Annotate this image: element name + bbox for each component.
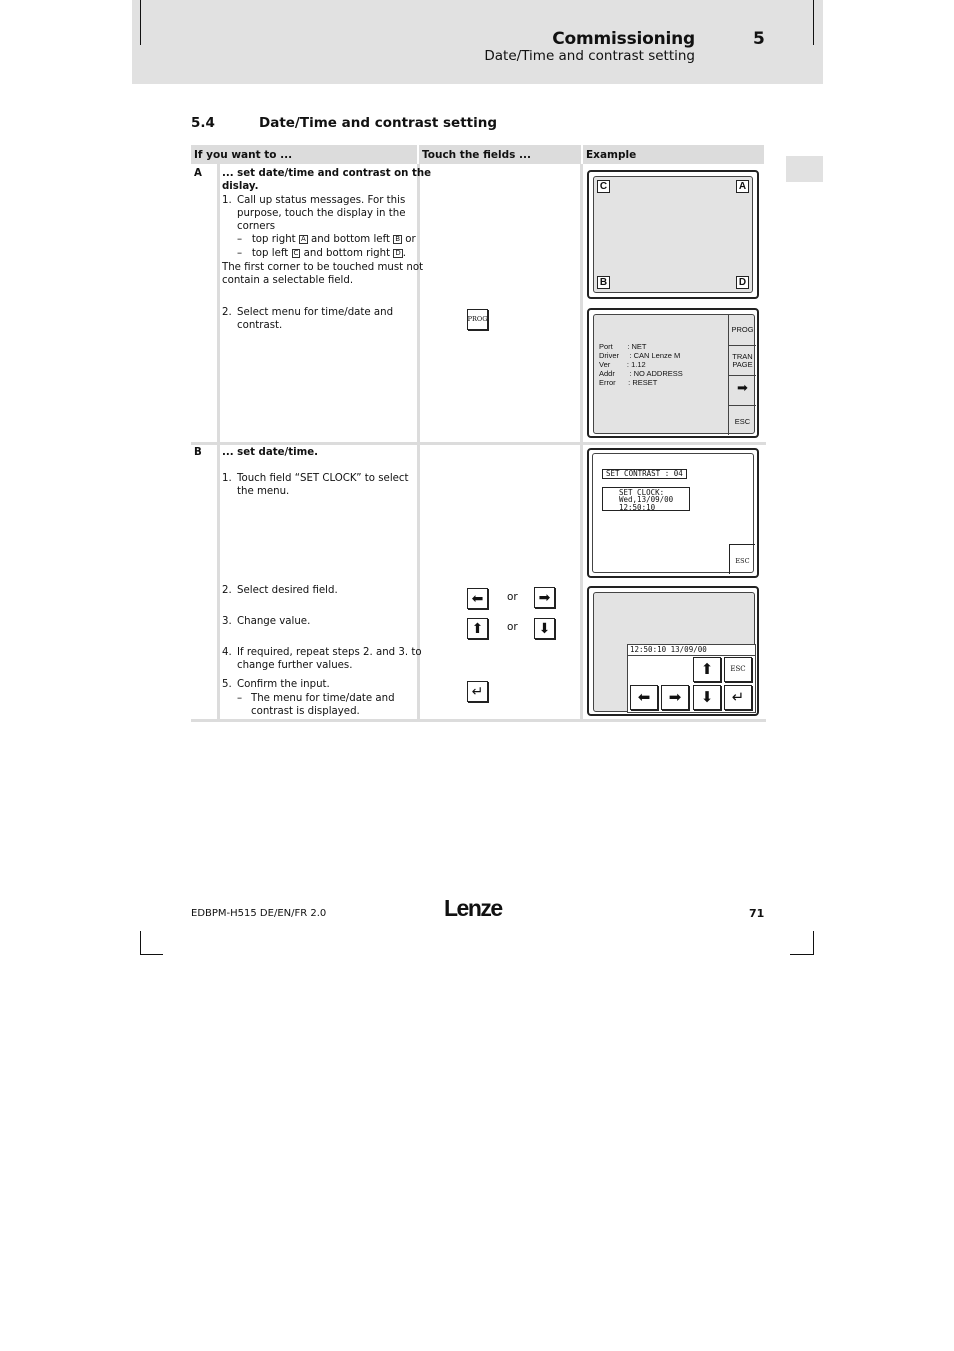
header-band xyxy=(132,0,823,84)
dash-text: or xyxy=(405,234,416,245)
step-number: 1. xyxy=(222,195,232,206)
set-contrast-field[interactable]: SET CONTRAST : 04 xyxy=(602,469,687,479)
step-text: Touch field “SET CLOCK” to select xyxy=(237,473,409,484)
step-text: corners xyxy=(237,221,276,232)
crop-mark xyxy=(813,0,814,45)
crop-mark xyxy=(790,954,814,955)
dash-text: top left xyxy=(251,248,289,259)
enter-icon[interactable]: ↵ xyxy=(724,685,752,710)
row-a-heading: ... set date/time and contrast on the xyxy=(222,168,431,179)
tran-page-button[interactable] xyxy=(729,345,756,375)
arrow-down-icon[interactable]: ⬇ xyxy=(693,685,721,710)
document-id: EDBPM-H515 DE/EN/FR 2.0 xyxy=(191,908,327,919)
dash: – xyxy=(237,234,243,245)
crop-mark xyxy=(813,931,814,955)
dash: – xyxy=(237,693,243,704)
dash-text: top right xyxy=(251,234,296,245)
step-text: If required, repeat steps 2. and 3. to xyxy=(237,647,422,658)
step-text: Change value. xyxy=(237,616,311,627)
page-label: PAGE xyxy=(732,360,753,369)
arrow-up-icon[interactable]: ⬆ xyxy=(467,618,488,639)
arrow-left-icon[interactable]: ⬅ xyxy=(467,588,488,609)
status-error: Error : RESET xyxy=(599,378,658,387)
corner-a[interactable]: A xyxy=(736,180,749,193)
step-number: 2. xyxy=(222,585,232,596)
column-header-want: If you want to ... xyxy=(191,145,417,164)
step-dash-item xyxy=(237,247,406,260)
esc-button[interactable]: ESC xyxy=(724,657,752,682)
touch-screen-corners xyxy=(587,170,759,299)
arrow-left-icon[interactable]: ⬅ xyxy=(630,685,658,710)
step-subtext: The menu for time/date and xyxy=(251,693,395,704)
screen-display xyxy=(592,453,754,573)
corner-ref-d: D xyxy=(395,249,401,257)
corner-c[interactable]: C xyxy=(597,180,610,193)
status-port: Port : NET xyxy=(599,342,647,351)
section-number: 5.4 xyxy=(191,115,215,131)
status-driver: Driver : CAN Lenze M xyxy=(599,351,681,360)
chapter-title: Commissioning xyxy=(552,29,695,49)
step-text: Confirm the input. xyxy=(237,679,330,690)
grid-line xyxy=(191,442,766,445)
arrow-up-icon[interactable]: ⬆ xyxy=(693,657,721,682)
clock-value-field[interactable]: 12:50:10 13/09/00 xyxy=(630,645,707,654)
set-clock-field[interactable] xyxy=(602,487,690,511)
step-text: Select desired field. xyxy=(237,585,338,596)
corner-b[interactable]: B xyxy=(597,276,610,289)
corner-ref-c: C xyxy=(293,249,299,257)
status-addr: Addr : NO ADDRESS xyxy=(599,369,683,378)
crop-mark xyxy=(140,954,163,955)
clock-date: Wed,13/09/00 xyxy=(619,495,674,504)
step-text: Select menu for time/date and xyxy=(237,307,394,318)
touch-screen-clock-menu xyxy=(587,448,759,578)
touch-screen-edit xyxy=(587,586,759,716)
divider xyxy=(628,655,755,656)
note-text: The first corner to be touched must not xyxy=(222,262,424,273)
lenze-logo: Lenze xyxy=(444,895,502,921)
screen-display xyxy=(593,176,753,293)
page-number: 71 xyxy=(749,907,765,920)
dash: – xyxy=(237,248,243,259)
dash-text: . xyxy=(402,248,406,259)
row-label-b: B xyxy=(194,447,202,458)
clock-label: SET CLOCK: xyxy=(619,488,665,497)
grid-line xyxy=(191,719,766,722)
note-text: contain a selectable field. xyxy=(222,275,354,286)
step-number: 4. xyxy=(222,647,232,658)
chapter-number: 5 xyxy=(753,29,765,49)
step-text: contrast. xyxy=(237,320,283,331)
step-number: 5. xyxy=(222,679,232,690)
step-text: Call up status messages. For this xyxy=(237,195,406,206)
corner-ref-b: B xyxy=(395,235,401,243)
row-label-a: A xyxy=(194,168,202,179)
column-header-example: Example xyxy=(583,145,764,164)
corner-d[interactable]: D xyxy=(736,276,749,289)
prog-button[interactable]: PROG xyxy=(731,325,754,334)
step-subtext: contrast is displayed. xyxy=(251,706,360,717)
prog-key[interactable]: PROG xyxy=(467,309,488,330)
step-number: 1. xyxy=(222,473,232,484)
screen-display xyxy=(593,592,755,712)
section-title: Date/Time and contrast setting xyxy=(259,115,497,131)
corner-ref-a: A xyxy=(300,235,306,243)
row-a-heading: dislay. xyxy=(222,181,259,192)
step-dash-item xyxy=(237,233,416,246)
or-text: or xyxy=(507,591,518,603)
step-number: 2. xyxy=(222,307,232,318)
chapter-subtitle: Date/Time and contrast setting xyxy=(484,48,695,64)
chapter-side-tab xyxy=(786,156,823,182)
step-text: the menu. xyxy=(237,486,290,497)
dash-text: and bottom right xyxy=(303,248,391,259)
dash-text: and bottom left xyxy=(310,234,390,245)
enter-icon[interactable]: ↵ xyxy=(467,681,488,702)
step-text: purpose, touch the display in the xyxy=(237,208,406,219)
step-text: change further values. xyxy=(237,660,353,671)
arrow-right-icon[interactable]: ➡ xyxy=(534,587,555,608)
arrow-down-icon[interactable]: ⬇ xyxy=(534,618,555,639)
column-header-touch: Touch the fields ... xyxy=(419,145,581,164)
step-number: 3. xyxy=(222,616,232,627)
crop-mark xyxy=(140,0,141,45)
status-ver: Ver : 1.12 xyxy=(599,360,646,369)
row-b-heading: ... set date/time. xyxy=(222,447,318,458)
esc-button[interactable]: ESC xyxy=(729,405,756,435)
arrow-right-icon[interactable]: ➡ xyxy=(729,375,756,405)
esc-button[interactable]: ESC xyxy=(729,544,755,574)
arrow-right-icon[interactable]: ➡ xyxy=(661,685,689,710)
screen-display xyxy=(593,314,755,434)
crop-mark xyxy=(140,931,141,955)
or-text: or xyxy=(507,621,518,633)
touch-screen-status xyxy=(587,308,759,438)
clock-time: 12:50:10 xyxy=(619,503,656,512)
tran-label: TRAN xyxy=(732,352,753,361)
